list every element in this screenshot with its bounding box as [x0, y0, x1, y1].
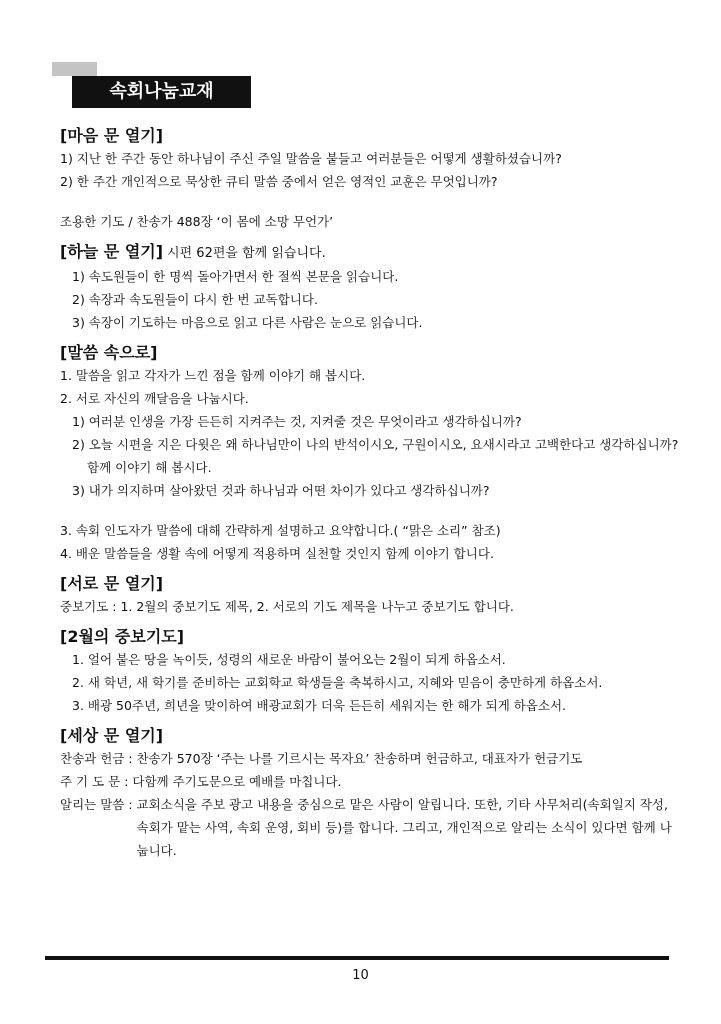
closing-item-term: 찬송과 헌금 : [60, 751, 137, 766]
discussion-line: 1. 말씀을 읽고 각자가 느낀 점을 함께 이야기 해 봅시다. [60, 368, 366, 383]
section-heading-world: [세상 문 열기] [60, 726, 164, 745]
reading-step: 2) 속장과 속도원들이 다시 한 번 교독합니다. [72, 292, 318, 307]
discussion-question: 2) 오늘 시편을 지은 다윗은 왜 하나님만이 나의 반석이시오, 구원이시오, 요새시라고 고백한다고 생각하십니까? 함께 이야기 해 봅시다. [72, 437, 679, 475]
closing-items [60, 747, 680, 862]
closing-item [60, 770, 680, 793]
closing-item-term: 주 기 도 문 : [60, 774, 133, 789]
section-heading-heart: [마음 문 열기] [60, 126, 164, 145]
page-title: 속회나눔교재 [72, 76, 251, 108]
closing-item-desc: 찬송가 570장 ‘주는 나를 기르시는 목자요’ 찬송하며 헌금하고, 대표자가 헌금기도 [136, 751, 583, 766]
prayer-hymn-line: 조용한 기도 / 찬송가 488장 ‘이 몸에 소망 무언가’ [60, 214, 334, 229]
closing-item-term: 알리는 말씀 : [60, 797, 137, 812]
discussion-question: 1) 여러분 인생을 가장 든든히 지켜주는 것, 지켜줄 것은 무엇이라고 생각하십니까? [72, 414, 522, 429]
section-heading-word: [말씀 속으로] [60, 343, 158, 362]
heading-text: [하늘 문 열기] [60, 242, 164, 261]
section-heading-heaven [60, 241, 680, 265]
prayer-item: 1. 얼어 붙은 땅을 녹이듯, 성령의 새로운 바람이 불어오는 2월이 되게 하옵소서. [72, 652, 506, 667]
reading-step: 3) 속장이 기도하는 마음으로 읽고 다른 사람은 눈으로 읽습니다. [72, 315, 423, 330]
section-heading-each-other: [서로 문 열기] [60, 574, 164, 593]
question-line: 1) 지난 한 주간 동안 하나님이 주신 주일 말씀을 붙들고 여러분들은 어떻게 생활하셨습니까? [60, 151, 562, 166]
discussion-line: 3. 속회 인도자가 말씀에 대해 간략하게 설명하고 요약합니다.( “맑은 소리” 참조) [60, 523, 501, 538]
discussion-line: 2. 서로 자신의 깨달음을 나눕시다. [60, 391, 249, 406]
closing-item-desc: 교회소식을 주보 광고 내용을 중심으로 맡은 사람이 알립니다. 또한, 기타 사무처리(속회일지 작성, 속회가 맡는 사역, 속회 운영, 회비 등)를 합니다. 그리고, 개인적으로 알리는 소식이 있다면 함께 나눕니다. [136, 797, 672, 858]
page-number: 10 [352, 968, 369, 983]
footer-rule [45, 956, 669, 960]
header-tab-decoration [52, 62, 97, 76]
heading-subtext: 시편 62편을 함께 읽습니다. [167, 246, 326, 261]
closing-item [60, 793, 680, 862]
section-heading-february-prayer: [2월의 중보기도] [60, 627, 185, 646]
question-line: 2) 한 주간 개인적으로 묵상한 큐티 말씀 중에서 얻은 영적인 교훈은 무엇입니까? [60, 174, 498, 189]
reading-step: 1) 속도원들이 한 명씩 돌아가면서 한 절씩 본문을 읽습니다. [72, 269, 399, 284]
discussion-question: 3) 내가 의지하며 살아왔던 것과 하나님과 어떤 차이가 있다고 생각하십니까? [72, 483, 490, 498]
closing-item [60, 747, 680, 770]
prayer-item: 3. 배광 50주년, 희년을 맞이하여 배광교회가 더욱 든든히 세워지는 한 해가 되게 하옵소서. [72, 698, 567, 713]
discussion-line: 4. 배운 말씀들을 생활 속에 어떻게 적용하며 실천할 것인지 함께 이야기 합니다. [60, 546, 494, 561]
closing-item-desc: 다함께 주기도문으로 예배를 마칩니다. [132, 774, 342, 789]
prayer-item: 2. 새 학년, 새 학기를 준비하는 교회학교 학생들을 축복하시고, 지혜와 믿음이 충만하게 하옵소서. [72, 675, 603, 690]
intercession-line: 중보기도 : 1. 2월의 중보기도 제목, 2. 서로의 기도 제목을 나누고 중보기도 합니다. [60, 599, 514, 614]
document-body [60, 125, 680, 862]
